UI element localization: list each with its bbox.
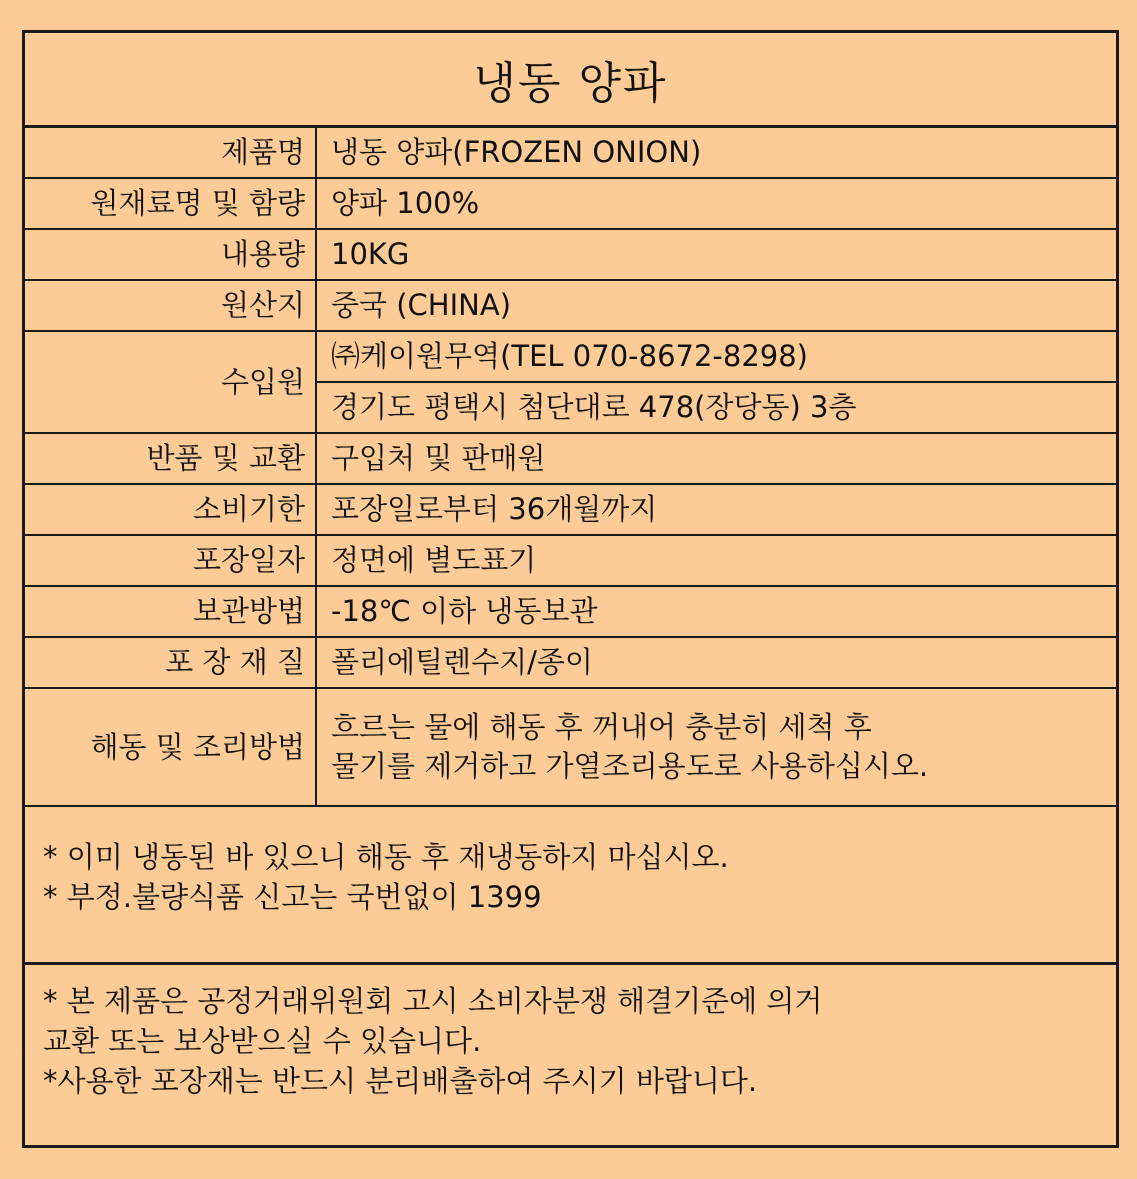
row-label-net-weight: 내용량 (25, 229, 316, 280)
table-row (25, 688, 1116, 806)
table-row (25, 229, 1116, 280)
table-row (25, 331, 1116, 382)
row-label-pack-date: 포장일자 (25, 535, 316, 586)
row-label-storage: 보관방법 (25, 586, 316, 637)
row-value-pack-date: 정면에 별도표기 (316, 535, 1116, 586)
table-row (25, 484, 1116, 535)
warning-notes (25, 807, 1116, 965)
row-value-importer-address: 경기도 평택시 첨단대로 478(장당동) 3층 (316, 382, 1116, 433)
note-line: * 본 제품은 공정거래위원회 고시 소비자분쟁 해결기준에 의거 (43, 984, 823, 1018)
product-title: 냉동 양파 (25, 33, 1116, 128)
row-value-returns: 구입처 및 판매원 (316, 433, 1116, 484)
product-label (22, 30, 1119, 1148)
row-label-cooking: 해동 및 조리방법 (25, 688, 316, 806)
row-label-returns: 반품 및 교환 (25, 433, 316, 484)
consumer-notes (25, 965, 1116, 1101)
note-line: * 이미 냉동된 바 있으니 해동 후 재냉동하지 마십시오. (43, 840, 729, 874)
row-label-expiry: 소비기한 (25, 484, 316, 535)
table-row (25, 586, 1116, 637)
product-info-table (25, 128, 1116, 807)
row-value-net-weight: 10KG (316, 229, 1116, 280)
cooking-line-1: 흐르는 물에 해동 후 꺼내어 충분히 세척 후 (331, 709, 872, 744)
row-value-ingredients: 양파 100% (316, 178, 1116, 229)
table-row (25, 535, 1116, 586)
table-row (25, 433, 1116, 484)
row-label-packaging: 포 장 재 질 (25, 637, 316, 688)
row-value-storage: -18℃ 이하 냉동보관 (316, 586, 1116, 637)
row-value-expiry: 포장일로부터 36개월까지 (316, 484, 1116, 535)
row-label-ingredients: 원재료명 및 함량 (25, 178, 316, 229)
cooking-line-2: 물기를 제거하고 가열조리용도로 사용하십시오. (331, 749, 929, 783)
row-value-origin: 중국 (CHINA) (316, 280, 1116, 331)
note-line: * 부정.불량식품 신고는 국번없이 1399 (43, 880, 542, 915)
table-row (25, 178, 1116, 229)
row-label-origin: 원산지 (25, 280, 316, 331)
row-value-cooking (316, 688, 1116, 806)
row-label-product-name: 제품명 (25, 128, 316, 178)
row-value-packaging: 폴리에틸렌수지/종이 (316, 637, 1116, 688)
table-row (25, 280, 1116, 331)
row-value-importer-name: ㈜케이원무역(TEL 070-8672-8298) (316, 331, 1116, 382)
table-row (25, 637, 1116, 688)
table-row (25, 128, 1116, 178)
note-line: *사용한 포장재는 반드시 분리배출하여 주시기 바랍니다. (43, 1064, 758, 1099)
row-value-product-name: 냉동 양파(FROZEN ONION) (316, 128, 1116, 178)
note-line: 교환 또는 보상받으실 수 있습니다. (43, 1024, 482, 1059)
row-label-importer: 수입원 (25, 331, 316, 433)
